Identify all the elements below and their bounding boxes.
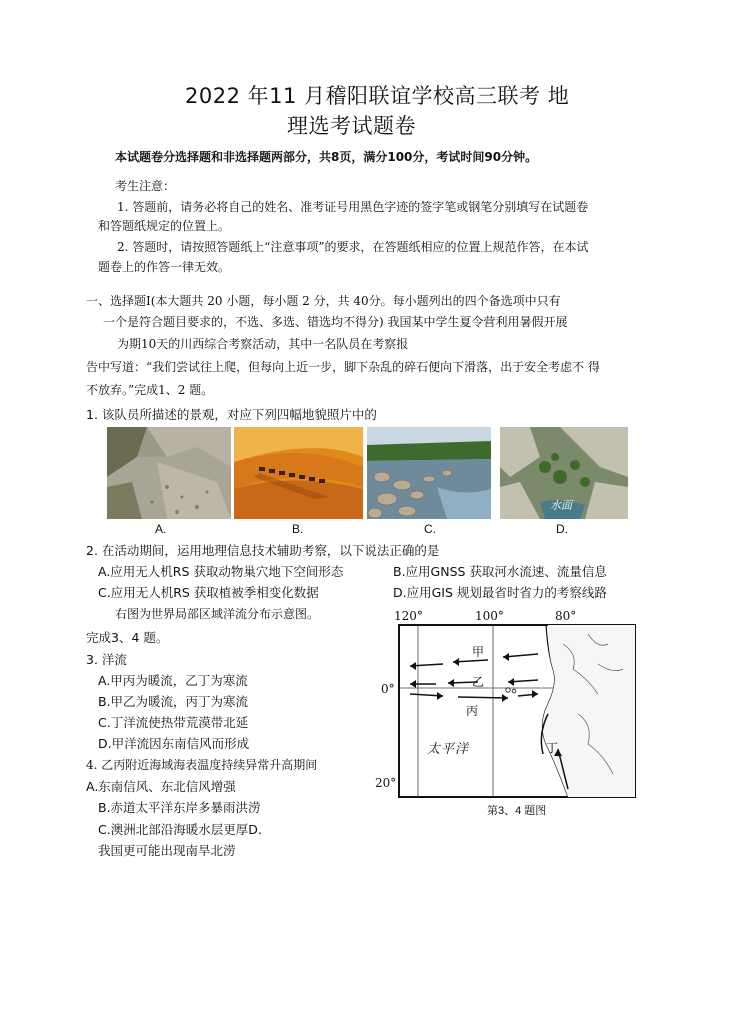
photo-c-stony-river [367,427,491,519]
q3-option-a: A.甲丙为暖流，乙丁为寒流 [98,673,248,688]
page-title-line1: 2022 年11 月稽阳联谊学校高三联考 地 [185,84,570,108]
map-lon-label-80: 80° [555,609,577,623]
map-lon-label-120: 120° [394,609,423,623]
map-current-label-ding: 丁 [546,741,559,755]
q2-option-d: D.应用GIS 规划最省时省力的考察线路 [393,585,607,600]
q3-option-b: B.甲乙为暖流，丙丁为寒流 [98,694,249,709]
map-lat-label-20: 20° [375,776,397,790]
map-current-label-jia: 甲 [472,645,485,659]
q4-stem: 4. 乙丙附近海域海表温度持续异常升高期间 [86,758,318,772]
notice-item-2-cont: 题卷上的作答一律无效。 [98,260,231,274]
photo-d-caption: 水面 [550,499,572,512]
photo-label-d: D. [556,522,568,536]
map-lon-label-100: 100° [475,609,504,623]
q2-option-a: A.应用无人机RS 获取动物巢穴地下空间形态 [98,564,344,579]
photo-label-a: A. [155,522,167,536]
notice-item-1: 1. 答题前，请务必将自己的姓名、准考证号用黑色字迹的签字笔或钢笔分别填写在试题卷 [117,200,589,214]
photo-label-b: B. [292,522,304,536]
photo-label-c: C. [424,522,436,536]
notice-item-2: 2. 答题时，请按照答题纸上“注意事项”的要求，在答题纸相应的位置上规范作答，在本试 [117,240,589,254]
q3-option-c: C.丁洋流使热带荒漠带北延 [98,715,249,730]
q34-intro: 右图为世界局部区域洋流分布示意图。 [115,607,320,621]
q3-option-d: D.甲洋流因东南信风而形成 [98,736,250,751]
q4-option-a: A.东南信风、东北信风增强 [86,779,236,794]
map-caption: 第3、4 题图 [487,805,547,817]
q34-intro-cont: 完成3、4 题。 [86,630,169,645]
section1-line3: 为期10天的川西综合考察活动，其中一名队员在考察报 [117,337,409,351]
section1-line2: 一个是符合题目要求的，不选、多选、错选均不得分) 我国某中学生夏令营利用暑假开展 [103,315,568,329]
map-current-label-bing: 丙 [466,704,479,718]
exam-intro: 本试题卷分选择题和非选择题两部分，共8页，满分100分，考试时间90分钟。 [115,150,538,164]
notice-item-1-cont: 和答题纸规定的位置上。 [98,219,231,233]
photo-b-desert-dunes [234,427,363,519]
q2-option-b: B.应用GNSS 获取河水流速、流量信息 [393,564,607,579]
page-title-line2: 理选考试题卷 [287,114,416,138]
photo-d-canyon [500,427,628,519]
q4-option-d-cont: 我国更可能出现南旱北涝 [98,843,236,858]
q4-option-cd: C.澳洲北部沿海暖水层更厚D. [98,822,262,837]
q2-option-c: C.应用无人机RS 获取植被季相变化数据 [98,585,319,600]
section1-line5: 不放弃。”完成1、2 题。 [86,383,214,397]
q4-option-b: B.赤道太平洋东岸多暴雨洪涝 [98,800,261,815]
notice-heading: 考生注意： [115,179,176,193]
photo-a-scree-slope [107,427,231,519]
q2-stem: 2. 在活动期间，运用地理信息技术辅助考察，以下说法正确的是 [86,543,440,558]
section1-line4: 告中写道：“我们尝试往上爬，但每向上近一步，脚下杂乱的碎石便向下滑落，出于安全考虑不 得 [86,360,600,374]
q1-stem: 1. 该队员所描述的景观，对应下列四幅地貌照片中的 [86,407,377,422]
ocean-current-map [398,624,638,800]
map-lat-label-0: 0° [381,682,395,696]
section1-line1: 一、选择题Ⅰ(本大题共 20 小题，每小题 2 分，共 40分。每小题列出的四个备选项中只有 [86,294,561,308]
map-current-label-yi: 乙 [472,675,485,689]
map-ocean-label: 太平洋 [427,742,470,757]
q3-stem: 3. 洋流 [86,652,127,667]
